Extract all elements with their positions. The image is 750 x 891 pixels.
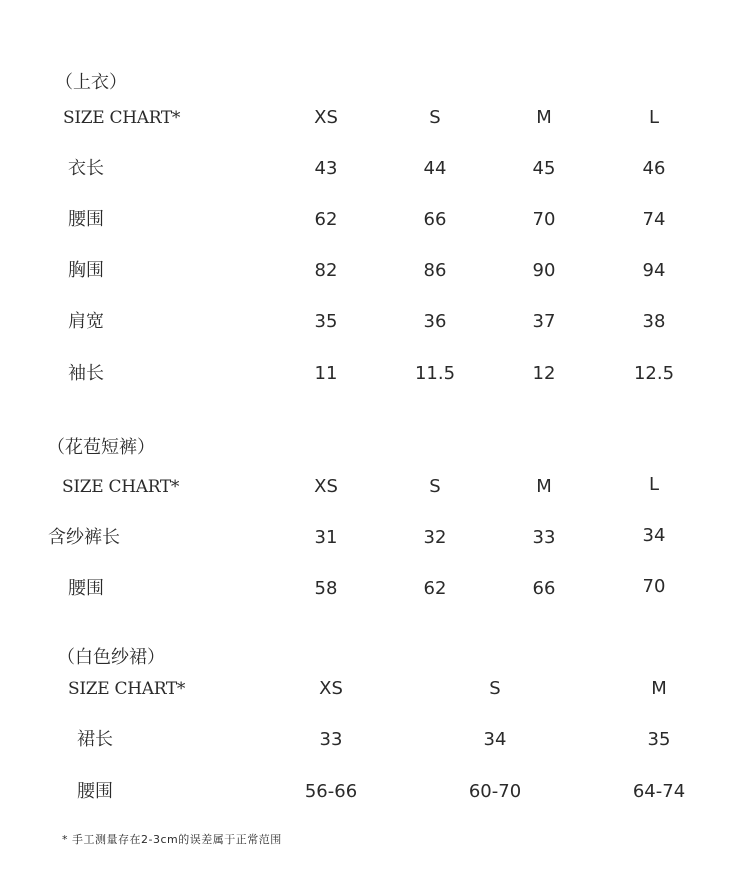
- skirt-header-s: S: [489, 678, 501, 699]
- shorts-row-label: 含纱裤长: [48, 527, 120, 548]
- top-cell: 43: [314, 158, 338, 179]
- top-cell: 90: [532, 260, 556, 281]
- top-cell: 12: [532, 363, 556, 384]
- top-cell: 94: [642, 260, 666, 281]
- top-cell: 38: [642, 311, 666, 332]
- skirt-cell: 34: [483, 729, 507, 750]
- top-cell: 86: [423, 260, 447, 281]
- skirt-header-m: M: [651, 678, 667, 699]
- top-row-label: 腰围: [68, 209, 104, 230]
- top-header-xs: XS: [314, 107, 338, 128]
- top-cell: 37: [532, 311, 556, 332]
- top-cell: 11.5: [414, 363, 456, 384]
- top-size-chart-label: SIZE CHART*: [63, 108, 181, 128]
- skirt-header-xs: XS: [319, 678, 343, 699]
- top-cell: 12.5: [633, 363, 675, 384]
- skirt-cell: 35: [647, 729, 671, 750]
- shorts-cell: 32: [423, 527, 447, 548]
- shorts-cell: 33: [532, 527, 556, 548]
- top-header-m: M: [536, 107, 552, 128]
- top-section-title: （上衣）: [55, 72, 127, 93]
- top-row-label: 衣长: [68, 158, 104, 179]
- shorts-cell: 58: [314, 578, 338, 599]
- shorts-header-s: S: [429, 476, 441, 497]
- measurement-footnote: * 手工测量存在2-3cm的误差属于正常范围: [62, 833, 282, 846]
- shorts-cell: 34: [642, 525, 666, 546]
- top-cell: 74: [642, 209, 666, 230]
- skirt-cell: 33: [319, 729, 343, 750]
- top-row-label: 胸围: [68, 260, 104, 281]
- top-cell: 62: [314, 209, 338, 230]
- top-cell: 35: [314, 311, 338, 332]
- top-row-label: 肩宽: [68, 311, 104, 332]
- shorts-cell: 62: [423, 578, 447, 599]
- shorts-cell: 70: [642, 576, 666, 597]
- shorts-section-title: （花苞短裤）: [47, 437, 155, 458]
- top-cell: 36: [423, 311, 447, 332]
- skirt-size-chart-label: SIZE CHART*: [68, 679, 186, 699]
- shorts-size-chart-label: SIZE CHART*: [62, 477, 180, 497]
- shorts-header-l: L: [648, 474, 660, 495]
- skirt-cell: 64-74: [632, 781, 686, 802]
- top-cell: 11: [314, 363, 338, 384]
- top-cell: 70: [532, 209, 556, 230]
- top-cell: 45: [532, 158, 556, 179]
- shorts-header-m: M: [536, 476, 552, 497]
- skirt-row-label: 裙长: [77, 729, 113, 750]
- skirt-row-label: 腰围: [77, 781, 113, 802]
- shorts-cell: 31: [314, 527, 338, 548]
- shorts-header-xs: XS: [314, 476, 338, 497]
- top-cell: 66: [423, 209, 447, 230]
- shorts-row-label: 腰围: [68, 578, 104, 599]
- skirt-section-title: （白色纱裙）: [57, 647, 165, 668]
- top-cell: 46: [642, 158, 666, 179]
- top-row-label: 袖长: [68, 363, 104, 384]
- skirt-cell: 56-66: [304, 781, 358, 802]
- skirt-cell: 60-70: [468, 781, 522, 802]
- top-header-l: L: [648, 107, 660, 128]
- shorts-cell: 66: [532, 578, 556, 599]
- top-header-s: S: [429, 107, 441, 128]
- top-cell: 44: [423, 158, 447, 179]
- top-cell: 82: [314, 260, 338, 281]
